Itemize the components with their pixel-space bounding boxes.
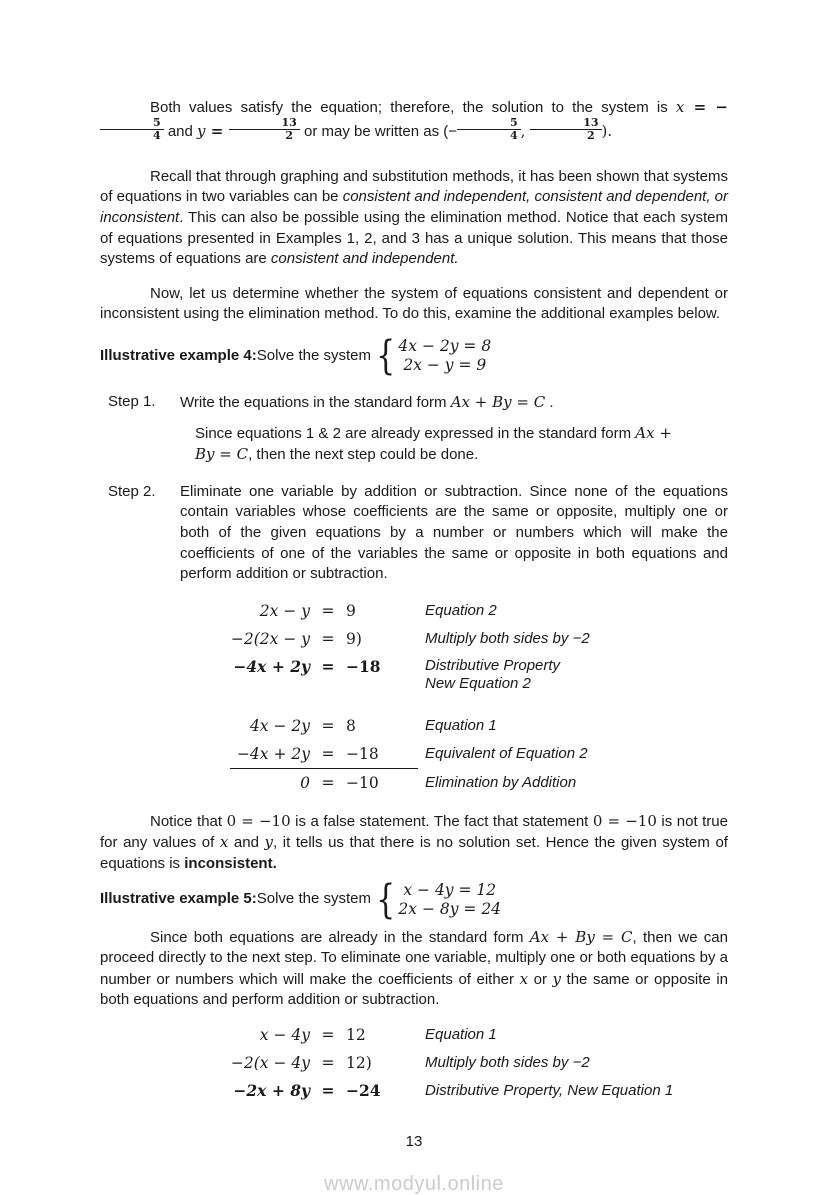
illustrative-example-4 [100,333,728,380]
eq-row [230,597,728,625]
recall-emphasis-1: consistent and independent, consistent and dependent, or inconsistent [100,188,728,227]
eq-lhs: −4x + 2y [236,744,310,763]
paragraph-now [100,284,728,325]
eq-note: Elimination by Addition [425,773,577,791]
eq-lhs: −2(x − 4y [230,1053,310,1072]
eq-rhs: 9 [346,601,356,620]
eq-row [230,1077,728,1105]
step-1-label: Step 1. [108,393,156,411]
paragraph-since: Since both equations are already in the standard form Ax + By = C, then we can proceed directly to the next step. To eliminate one variable, multiply one or both equations by a number or numbers which will make the coefficients of either x or y the same or opposite in both equations and perform addition or subtraction. [100,927,728,1009]
illustrative-example-5 [100,876,728,923]
step-1 [100,392,728,414]
addition-underline [230,740,418,769]
now-text: Now, let us determine whether the system of equations consistent and dependent or inconsistent using the elimination method. To do this, examine the additional examples below. [100,284,728,323]
eq-note: Multiply both sides by −2 [425,1053,590,1071]
eq-lhs: 4x − 2y [249,716,310,735]
math-y: y [264,833,274,852]
equation-block-1 [100,597,728,694]
math-x: x [675,98,685,116]
math-y: y [197,121,206,140]
math-x: x [519,969,529,988]
eq-row [230,625,728,653]
watermark: www.modyul.online [324,1172,504,1195]
math-y: y [552,969,561,988]
inconsistent-emphasis: inconsistent. [184,854,277,872]
step-2-body: Eliminate one variable by addition or subtraction. Since none of the equations contain variables whose coefficients are the same or opposite, multiply one or both of the given equations by a number or numbers which will make the coefficients of one of the variables the same or opposite in both equations and perform addition or subtraction. [180,482,728,583]
eq-rhs: 9) [346,629,362,648]
equation-block-2 [100,712,728,797]
math-false-statement-2: 0 = −10 [592,811,657,830]
eq-row [230,769,728,797]
eq-note: Distributive Property, New Equation 1 [425,1081,674,1099]
math-equals-neg: = − [684,98,728,116]
eq-rhs: 12) [346,1053,372,1072]
recall-text: Recall that through graphing and substitution methods, it has been shown that systems of equations in two variables can be [100,167,728,206]
solution-text: Both values satisfy the equation; therefore, the solution to the system is [150,99,676,116]
math-standard-form-2: Ax + By = C [195,423,672,464]
math-x: x [219,833,229,852]
equation-block-3 [100,1021,728,1105]
example-4-intro: Solve the system [256,346,371,364]
eq-note: Distributive Property New Equation 2 [425,656,561,693]
fraction-thirteen-halves-pair: $\frac{13}{2}$ [530,117,601,143]
eq-rhs: −18 [346,656,381,676]
step-1-body: Write the equations in the standard form Ax + By = C . [180,393,554,412]
step-2-label: Step 2. [108,482,156,500]
eq-row [230,712,728,740]
eq-note: Equation 1 [425,1025,497,1043]
recall-emphasis-2: consistent and independent. [270,250,459,268]
eq-note: Equivalent of Equation 2 [425,744,588,762]
eq-rhs: −24 [346,1080,381,1100]
eq-note: Equation 2 [425,601,497,619]
eq-note: Multiply both sides by −2 [425,629,590,647]
system-equation-1: x − 4y = 12 [403,880,497,899]
eq-lhs: x − 4y [259,1025,310,1044]
page-number: 13 [405,1132,423,1150]
example-5-label: Illustrative example 5: [100,890,257,908]
eq-lhs: −2x + 8y [233,1080,310,1100]
system-of-equations-4 [371,333,492,380]
eq-lhs: −4x + 2y [233,656,310,676]
eq-row [230,653,728,694]
eq-lhs: −2(2x − y [230,629,310,648]
math-standard-form: Ax + By = C [450,393,546,412]
eq-sign: = [321,716,335,735]
fraction-thirteen-halves: $\frac{13}{2}$ [229,117,300,143]
eq-rhs: 8 [346,716,356,735]
math-standard-form-3: Ax + By = C [529,927,633,946]
eq-lhs: 0 [300,773,310,792]
system-equation-2: 2x − y = 9 [403,356,487,375]
eq-row [230,1049,728,1077]
math-false-statement-1: 0 = −10 [226,811,291,830]
system-equation-1: 4x − 2y = 8 [398,337,492,356]
step-2 [100,482,728,585]
eq-row [230,740,728,769]
eq-sign: = [321,629,335,648]
solution-written: or may be written as (− [299,122,457,140]
math-equals: = [205,121,229,140]
system-brace: { [376,333,396,380]
eq-rhs: −10 [346,773,379,792]
eq-sign: = [321,744,335,763]
pair-comma: , [520,121,531,140]
paragraph-notice: Notice that 0 = −10 is a false statement. The fact that statement 0 = −10 is not true for any values of x and y, it tells us that there is no solution set. Hence the given system of equations is inconsistent. [100,811,728,872]
eq-lhs: 2x − y [259,601,310,620]
fraction-five-fourths: $\frac{5}{4}$ [100,117,164,143]
eq-note: Equation 1 [425,716,497,734]
eq-sign: = [321,601,335,620]
system-equation-2: 2x − 8y = 24 [398,899,502,918]
eq-sign: = [321,656,335,676]
eq-rhs: −18 [346,744,379,763]
example-5-intro: Solve the system [256,890,371,908]
step-1-explanation: Since equations 1 & 2 are already expressed in the standard form Ax + By = C, then the next step could be done. [195,423,672,464]
eq-rhs: 12 [346,1025,366,1044]
eq-sign: = [321,773,335,792]
solution-and: and [163,122,198,140]
eq-sign: = [321,1025,335,1044]
fraction-five-fourths-pair: $\frac{5}{4}$ [457,117,521,143]
system-of-equations-5 [371,876,502,923]
paragraph-solution [100,97,728,145]
eq-sign: = [321,1080,335,1100]
recall-mid: . This can also be possible using the elimination method. Notice that each system of equations presented in Examples 1, 2, and 3 has a unique solution. This means that those systems of equations are [100,209,728,268]
paragraph-recall [100,167,728,270]
pair-close: ). [601,121,613,140]
system-brace: { [376,876,396,923]
eq-row [230,1021,728,1049]
example-4-label: Illustrative example 4: [100,346,257,364]
eq-sign: = [321,1053,335,1072]
